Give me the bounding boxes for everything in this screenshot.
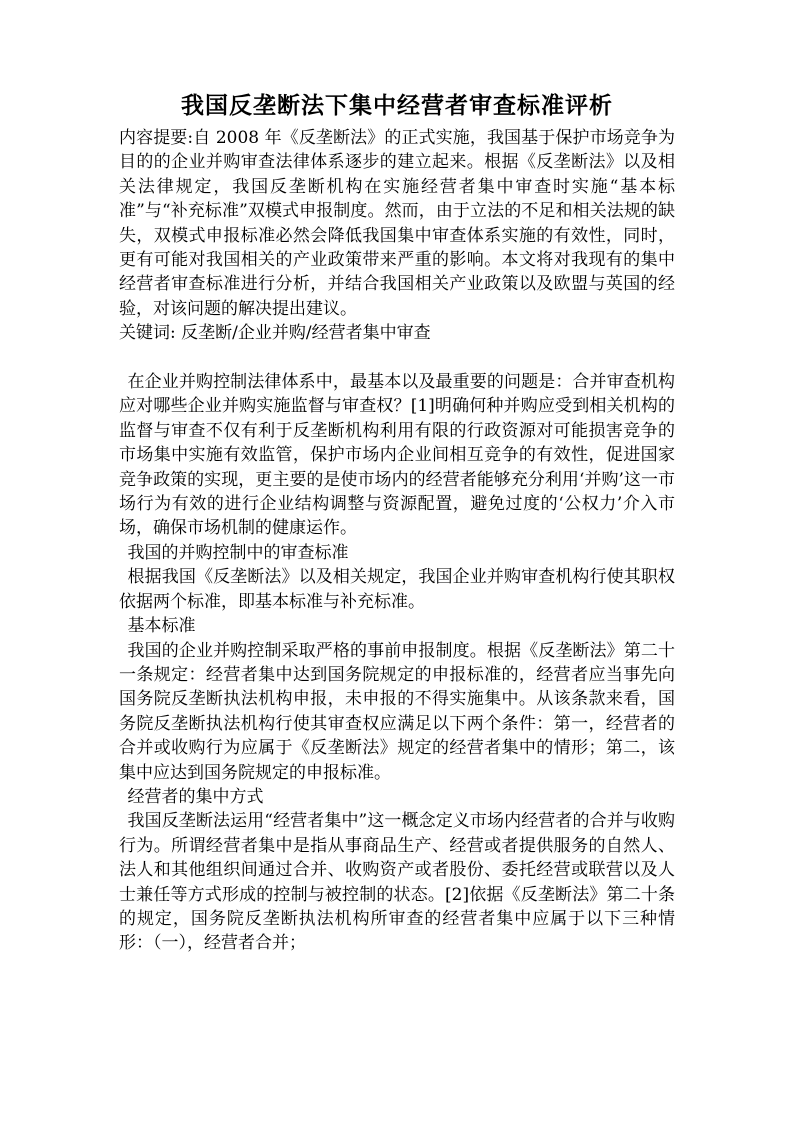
- body-paragraph-3: 我国的企业并购控制采取严格的事前申报制度。根据《反垄断法》第二十一条规定：经营者集中达到国务院规定的申报标准的，经营者应当事先向国务院反垄断执法机构申报，未申报的不得实施集中。从该条款来看，国务院反垄断执法机构行使其审查权应满足以下两个条件：第一，经营者的合并或收购行为应属于《反垄断法》规定的经营者集中的情形；第二，该集中应达到国务院规定的申报标准。: [119, 640, 675, 783]
- section-heading-review-standards: 我国的并购控制中的审查标准: [127, 542, 349, 563]
- section-heading-concentration-methods: 经营者的集中方式: [127, 786, 264, 807]
- body-paragraph-2: 根据我国《反垄断法》以及相关规定，我国企业并购审查机构行使其职权依据两个标准，即基本标准与补充标准。: [119, 567, 675, 612]
- section-heading-basic-standard: 基本标准: [127, 616, 196, 637]
- document-body: [119, 126, 675, 956]
- document-title: 我国反垄断法下集中经营者审查标准评析: [181, 92, 613, 119]
- keywords-line: 关键词: 反垄断/企业并购/经营者集中审查: [119, 323, 431, 344]
- body-paragraph-4: 我国反垄断法运用“经营者集中”这一概念定义市场内经营者的合并与收购行为。所谓经营者集中是指从事商品生产、经营或者提供服务的自然人、法人和其他组织间通过合并、收购资产或者股份、委托经营或联营以及人士兼任等方式形成的控制与被控制的状态。[2]依据《反垄断法》第二十条的规定，国务院反垄断执法机构所审查的经营者集中应属于以下三种情形：（一），经营者合并；: [119, 811, 675, 954]
- body-paragraph-1: 在企业并购控制法律体系中，最基本以及最重要的问题是：合并审查机构应对哪些企业并购实施监督与审查权？[1]明确何种并购应受到相关机构的监督与审查不仅有利于反垄断机构利用有限的行政资源对可能损害竞争的市场集中实施有效监管，保护市场内企业间相互竞争的有效性，促进国家竞争政策的实现，更主要的是使市场内的经营者能够充分利用‘并购’这一市场行为有效的进行企业结构调整与资源配置，避免过度的‘公权力’介入市场，确保市场机制的健康运作。: [119, 372, 675, 539]
- abstract-paragraph: 内容提要:自 2008 年《反垄断法》的正式实施，我国基于保护市场竞争为目的的企业并购审查法律体系逐步的建立起来。根据《反垄断法》以及相关法律规定，我国反垄断机构在实施经营者集中审查时实施“基本标准”与“补充标准”双模式申报制度。然而，由于立法的不足和相关法规的缺失，双模式申报标准必然会降低我国集中审查体系实施的有效性，同时，更有可能对我国相关的产业政策带来严重的影响。本文将对我现有的集中经营者审查标准进行分析，并结合我国相关产业政策以及欧盟与英国的经验，对该问题的解决提出建议。: [119, 128, 675, 319]
- paragraph-spacer: [119, 346, 675, 370]
